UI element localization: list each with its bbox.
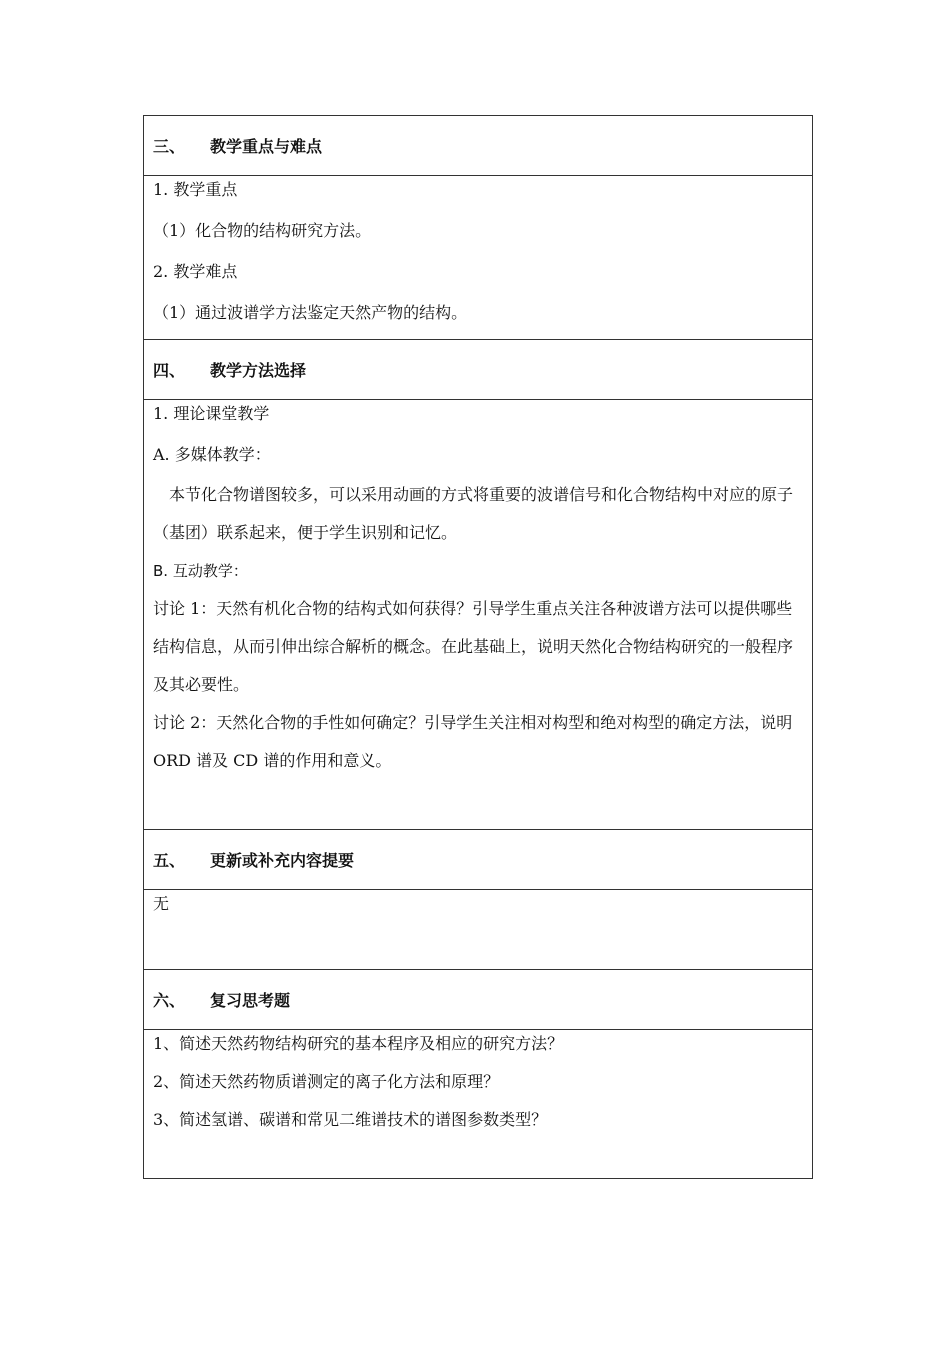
list-item: （1）化合物的结构研究方法。: [153, 221, 372, 240]
list-item: B. 互动教学：: [153, 562, 248, 580]
section-header-teaching-methods: [144, 340, 812, 400]
list-item: （1）通过波谱学方法鉴定天然产物的结构。: [153, 303, 468, 322]
content-text: 无: [153, 894, 170, 913]
section-body-key-points: [144, 176, 812, 340]
section-header-updates: [144, 830, 812, 890]
question-item: 1、简述天然药物结构研究的基本程序及相应的研究方法？: [153, 1034, 564, 1053]
section-number: 三、: [153, 137, 186, 156]
lesson-plan-table: [143, 115, 813, 1179]
paragraph-discussion-1: 讨论 1：天然有机化合物的结构式如何获得？引导学生重点关注各种波谱方法可以提供哪些结构信息，从而引伸出综合解析的概念。在此基础上，说明天然化合物结构研究的一般程序及其必要性。: [153, 599, 794, 694]
section-number: 六、: [153, 991, 186, 1010]
list-item: 2. 教学难点: [153, 262, 238, 281]
section-body-teaching-methods: [144, 400, 812, 830]
paragraph-multimedia: 本节化合物谱图较多，可以采用动画的方式将重要的波谱信号和化合物结构中对应的原子（基团）联系起来，便于学生识别和记忆。: [153, 485, 794, 542]
question-item: 3、简述氢谱、碳谱和常见二维谱技术的谱图参数类型？: [153, 1110, 548, 1129]
list-item: 1. 教学重点: [153, 180, 238, 199]
list-item: A. 多媒体教学：: [153, 445, 271, 464]
section-title: 教学方法选择: [210, 361, 307, 380]
section-header-key-points: [144, 116, 812, 176]
question-item: 2、简述天然药物质谱测定的离子化方法和原理？: [153, 1072, 500, 1091]
section-number: 四、: [153, 361, 186, 380]
section-body-review-questions: [144, 1030, 812, 1178]
section-title: 复习思考题: [210, 991, 291, 1010]
section-title: 教学重点与难点: [210, 137, 323, 156]
section-number: 五、: [153, 851, 186, 870]
section-header-review-questions: [144, 970, 812, 1030]
list-item: 1. 理论课堂教学: [153, 404, 270, 423]
section-body-updates: [144, 890, 812, 970]
section-title: 更新或补充内容提要: [210, 851, 355, 870]
paragraph-discussion-2: 讨论 2：天然化合物的手性如何确定？引导学生关注相对构型和绝对构型的确定方法，说明 ORD 谱及 CD 谱的作用和意义。: [153, 713, 793, 770]
